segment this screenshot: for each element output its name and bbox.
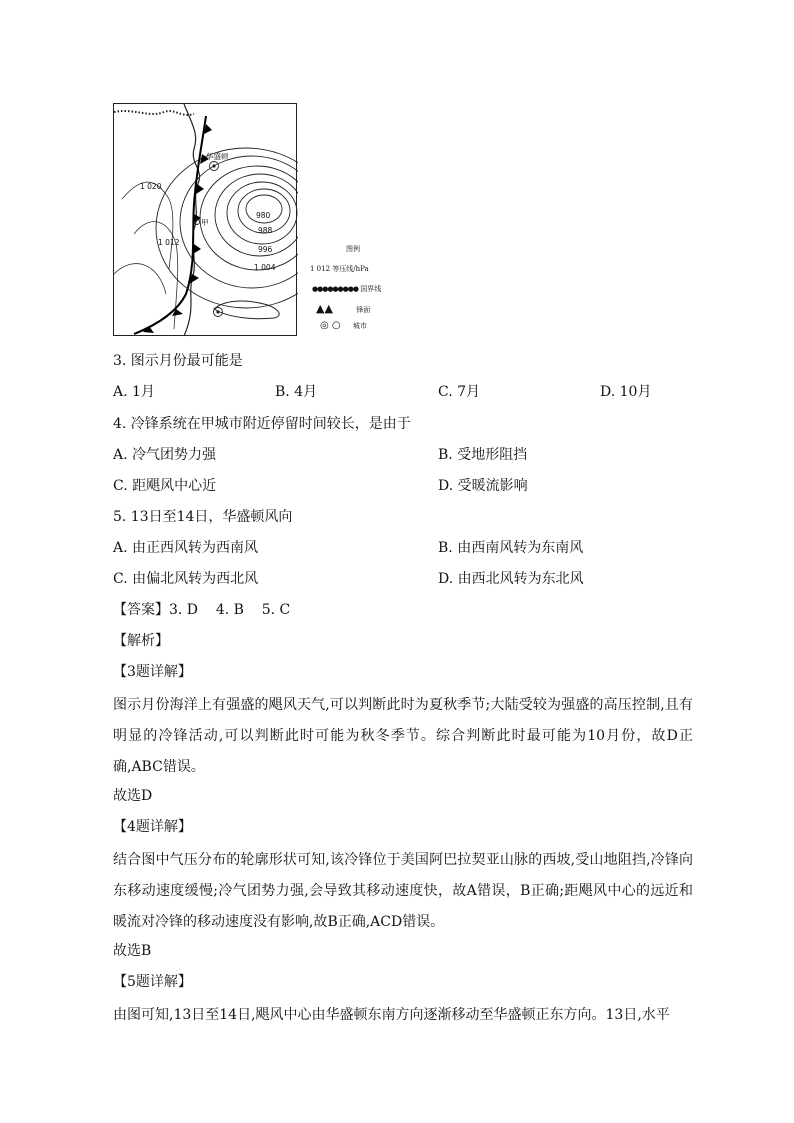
q4-conclusion: 故选B <box>113 943 152 959</box>
analysis-heading: 【解析】 <box>113 633 169 649</box>
label-city-jia: 甲 <box>201 218 209 227</box>
q3-option-c: C. 7月 <box>438 384 481 400</box>
weather-map-graphic <box>114 104 298 337</box>
q4-option-c: C. 距飓风中心近 <box>113 478 217 494</box>
q4-detail-body: 结合图中气压分布的轮廓形状可知,该冷锋位于美国阿巴拉契亚山脉的西坡,受山地阻挡,冷锋向东移动速度缓慢;冷气团势力强,会导致其移动速度快，故A错误，B正确;距飓风中心的远近和暖流对冷锋的移动速度没有影响,故B正确,ACD错误。 <box>113 852 693 930</box>
island <box>214 301 279 319</box>
legend-border: 国界线 <box>360 285 382 293</box>
q3-option-b: B. 4月 <box>275 384 318 400</box>
q5-option-b: B. 由西南风转为东南风 <box>438 540 584 556</box>
national-border <box>114 111 194 115</box>
q5-option-d: D. 由西北风转为东北风 <box>438 571 584 587</box>
question-4-stem: 4. 冷锋系统在甲城市附近停留时间较长，是由于 <box>113 416 411 432</box>
q5-detail-heading: 【5题详解】 <box>113 974 192 990</box>
legend-border-row: ●●●●●●●●● 国界线 <box>312 285 382 293</box>
q5-detail-body: 由图可知,13日至14日,飓风中心由华盛顿东南方向逐渐移动至华盛顿正东方向。13日,水平 <box>113 1007 670 1023</box>
q4-detail-heading: 【4题详解】 <box>113 819 192 835</box>
legend-title: 图例 <box>346 245 360 253</box>
q4-option-a: A. 冷气团势力强 <box>113 447 217 463</box>
legend-isobar: 1 012 等压线/hPa <box>310 265 369 273</box>
legend-city-row <box>320 320 367 331</box>
label-iso-1020: 1 020 <box>140 182 162 191</box>
label-iso-1004: 1 004 <box>254 263 276 272</box>
question-3-stem: 3. 图示月份最可能是 <box>113 353 243 369</box>
map-legend <box>310 240 410 340</box>
city-legend-icon: ◎ ○ <box>320 320 341 331</box>
q3-detail-heading: 【3题详解】 <box>113 664 192 680</box>
q5-option-a: A. 由正西风转为西南风 <box>113 540 259 556</box>
front-legend-icon: ▲▲ <box>316 302 333 315</box>
legend-front: 锋面 <box>356 306 371 314</box>
q3-detail-body: 图示月份海洋上有强盛的飓风天气,可以判断此时为夏秋季节;大陆受较为强盛的高压控制,且有明显的冷锋活动,可以判断此时可能为秋冬季节。综合判断此时最可能为10月份，故D正确,ABC错误。 <box>113 697 693 775</box>
label-iso-1012: 1 012 <box>158 238 180 247</box>
legend-city: 城市 <box>352 322 367 330</box>
answer-line: 【答案】3. D 4. B 5. C <box>113 602 291 618</box>
label-washington: 华盛顿 <box>206 152 229 161</box>
label-iso-988: 988 <box>258 226 273 235</box>
label-iso-980: 980 <box>256 211 271 220</box>
front-triangles <box>143 124 212 333</box>
label-iso-996: 996 <box>258 245 273 254</box>
q4-option-d: D. 受暖流影响 <box>438 478 528 494</box>
q3-conclusion: 故选D <box>113 788 153 804</box>
q3-option-a: A. 1月 <box>113 384 155 400</box>
q5-option-c: C. 由偏北风转为西北风 <box>113 571 259 587</box>
q4-option-b: B. 受地形阻挡 <box>438 447 528 463</box>
question-5-stem: 5. 13日至14日，华盛顿风向 <box>113 509 293 525</box>
weather-map <box>113 103 297 336</box>
isobar-line <box>114 264 166 294</box>
legend-front-row <box>316 302 370 315</box>
q3-option-d: D. 10月 <box>600 384 652 400</box>
